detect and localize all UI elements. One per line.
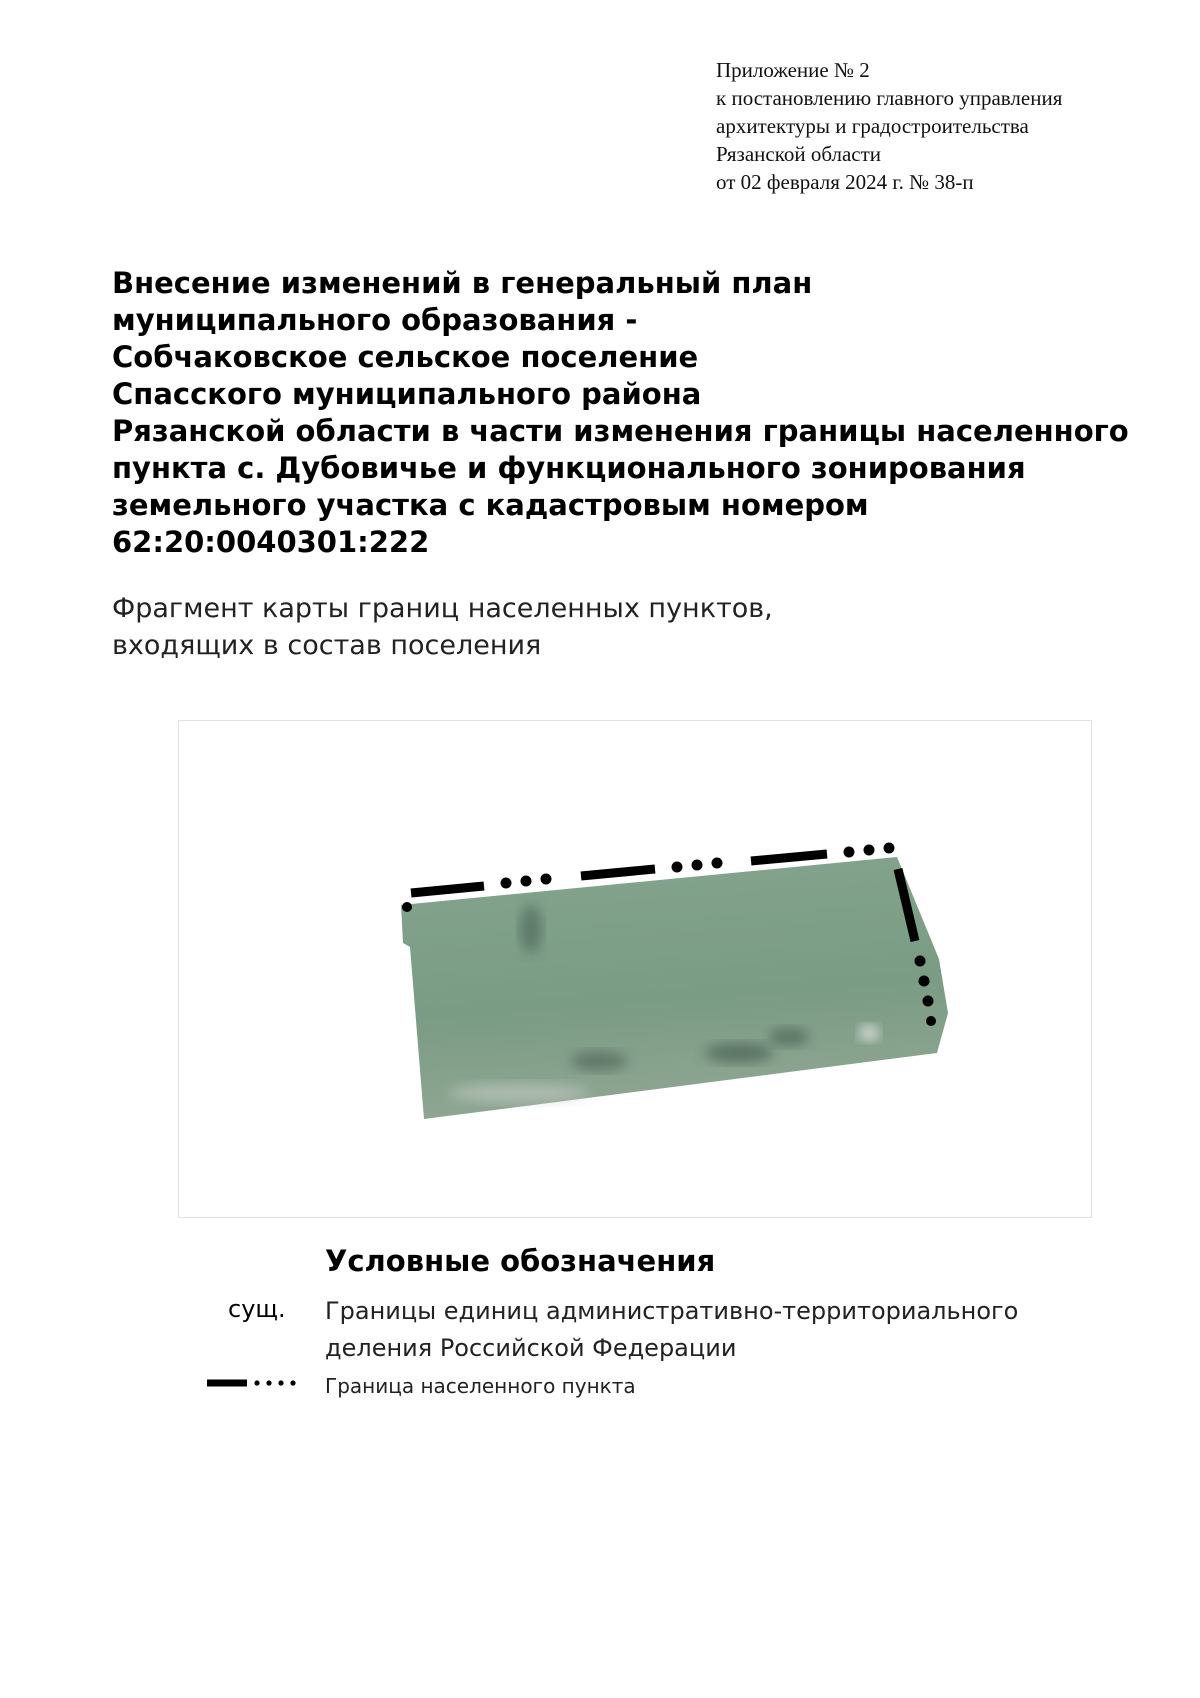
document-title [112, 265, 1172, 561]
title-line-3: Собчаковское сельское поселение [112, 340, 699, 374]
tree-cluster-1 [520, 905, 542, 953]
appendix-line-5: от 02 февраля 2024 г. № 38-п [716, 170, 974, 194]
legend-admin-boundary-text [325, 1293, 1018, 1367]
legend-boundary-symbol [205, 1372, 301, 1394]
map-canvas [179, 721, 1091, 1217]
legend-suffix-label: сущ. [228, 1295, 286, 1323]
legend-settlement-boundary-label: Граница населенного пункта [325, 1374, 636, 1398]
appendix-line-3: архитектуры и градостроительства [716, 114, 1029, 138]
title-line-8: 62:20:0040301:222 [112, 525, 430, 559]
legend-admin-line-1: Границы единиц административно-территориального [325, 1297, 1019, 1325]
legend-admin-line-2: деления Российской Федерации [325, 1334, 737, 1362]
appendix-line-4: Рязанской области [716, 142, 882, 166]
boundary-dot-4 [541, 874, 551, 884]
title-line-2: муниципального образования - [112, 303, 638, 337]
boundary-dot-3 [521, 876, 531, 886]
boundary-dash-3 [751, 854, 827, 861]
boundary-dot-7 [712, 858, 722, 868]
boundary-dot-2 [501, 878, 511, 888]
appendix-line-1: Приложение № 2 [716, 58, 870, 82]
title-line-5: Рязанской области в части изменения границы населенного [112, 414, 1129, 448]
legend-title: Условные обозначения [325, 1244, 716, 1278]
boundary-dash-2 [581, 869, 655, 876]
appendix-block [716, 56, 1186, 196]
boundary-dot-5 [672, 862, 682, 872]
boundary-dash-1 [411, 886, 484, 893]
subtitle-line-2: входящих в состав поселения [112, 630, 542, 661]
map-subtitle [112, 590, 1112, 664]
boundary-dot-9 [864, 845, 874, 855]
title-line-1: Внесение изменений в генеральный план [112, 266, 813, 300]
subtitle-line-1: Фрагмент карты границ населенных пунктов, [112, 593, 773, 624]
title-line-7: земельного участка с кадастровым номером [112, 488, 869, 522]
boundary-dot-1 [403, 903, 412, 912]
title-line-4: Спасского муниципального района [112, 377, 702, 411]
tree-cluster-4 [769, 1028, 809, 1046]
boundary-dot-6 [692, 860, 702, 870]
boundary-dot-13 [923, 996, 933, 1006]
boundary-dot-8 [844, 847, 854, 857]
appendix-line-2: к постановлению главного управления [716, 86, 1063, 110]
title-line-6: пункта с. Дубовичье и функционального зонирования [112, 451, 1026, 485]
boundary-dot-12 [919, 976, 929, 986]
boundary-dot-11 [915, 956, 925, 966]
boundary-dot-14 [927, 1017, 936, 1026]
light-patch-1 [449, 1083, 589, 1103]
map-fragment [178, 720, 1092, 1218]
tree-cluster-3 [705, 1043, 773, 1063]
land-plot-area [401, 857, 948, 1119]
boundary-dot-10 [884, 843, 894, 853]
light-patch-2 [859, 1025, 879, 1041]
tree-cluster-2 [571, 1051, 627, 1071]
